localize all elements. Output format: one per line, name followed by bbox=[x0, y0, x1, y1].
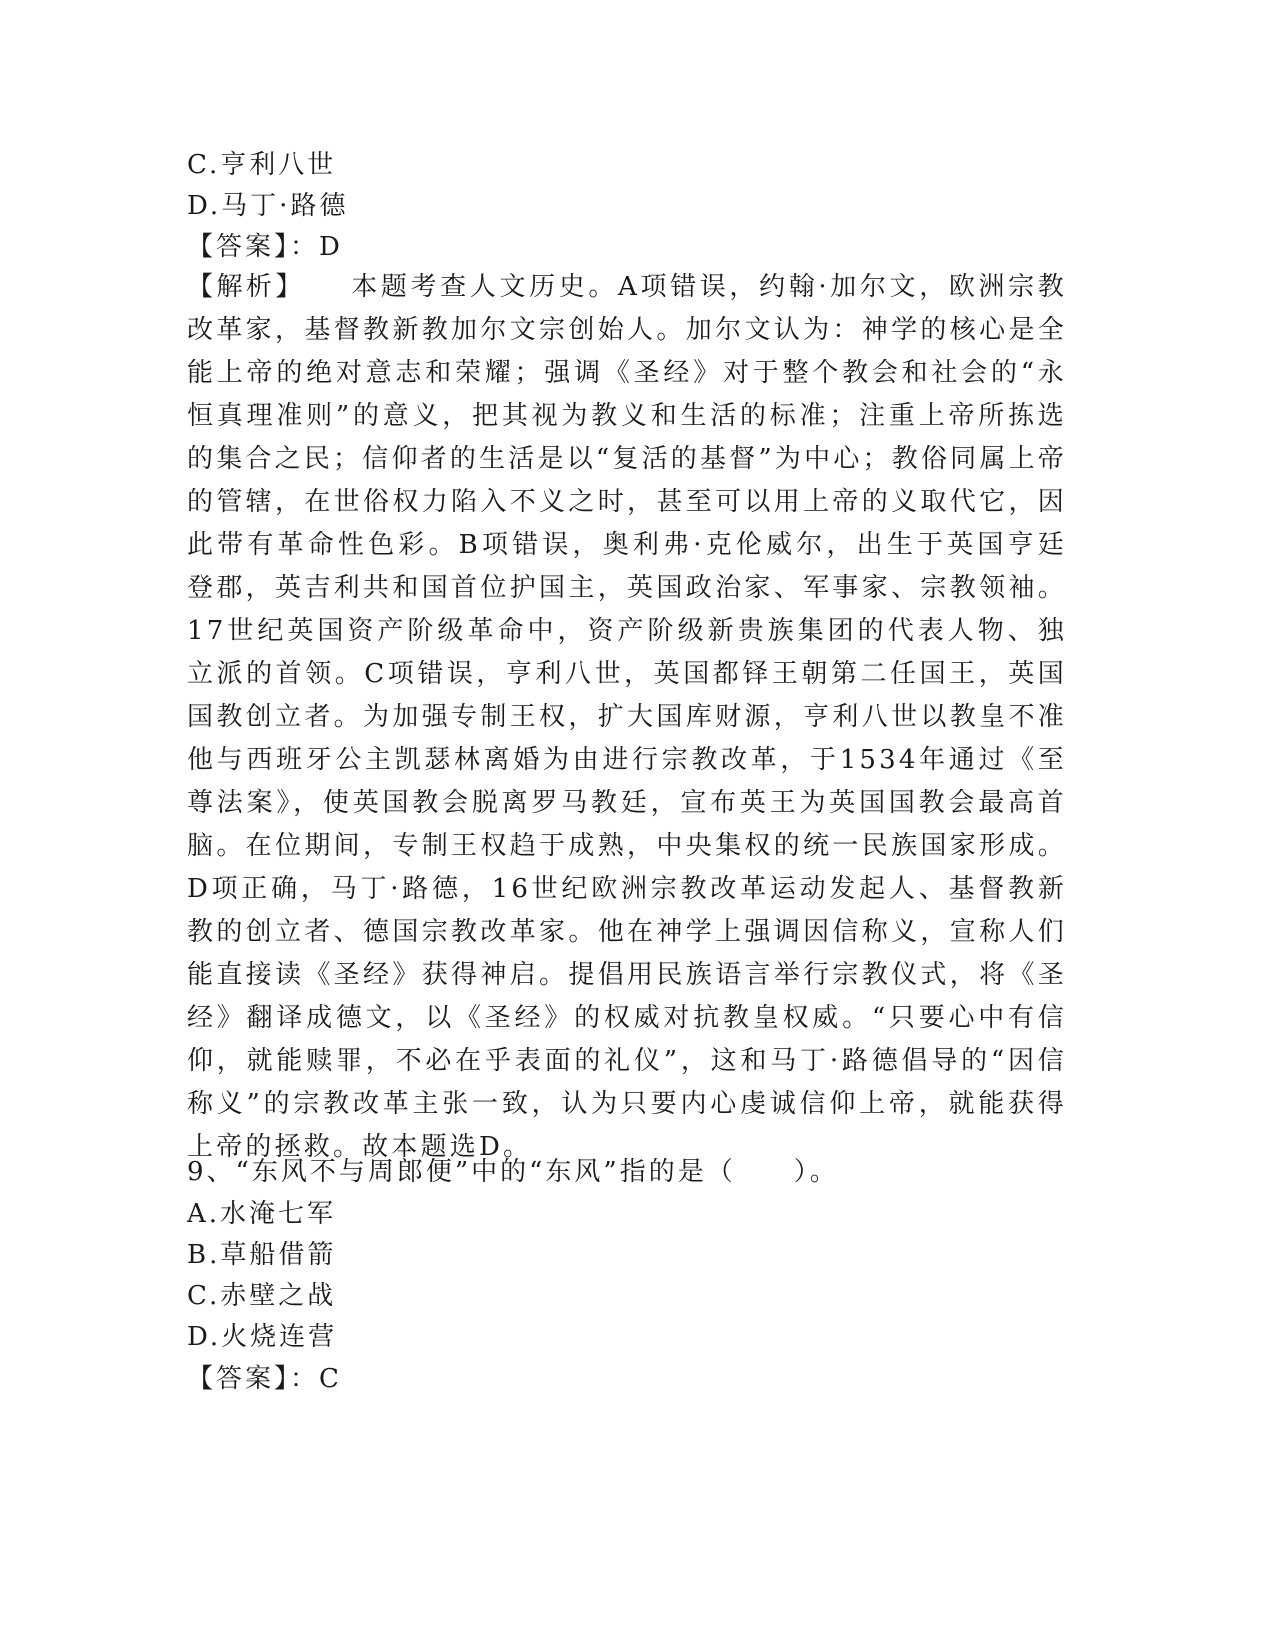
q9-answer-label: 【答案】： bbox=[187, 1364, 320, 1394]
answer-line bbox=[187, 232, 343, 262]
analysis-paragraph bbox=[187, 266, 1067, 1169]
option-c: C.亨利八世 bbox=[187, 150, 337, 180]
option-d: D.马丁·路德 bbox=[187, 191, 349, 221]
question-9-stem: 9、“东风不与周郎便”中的“东风”指的是（ ）。 bbox=[187, 1157, 839, 1187]
answer-value: D bbox=[319, 232, 343, 262]
analysis-label: 【解析】 bbox=[187, 272, 305, 302]
q9-option-c: C.赤壁之战 bbox=[187, 1281, 337, 1311]
answer-label: 【答案】： bbox=[187, 232, 320, 262]
q9-answer-line bbox=[187, 1364, 342, 1394]
analysis-text: 本题考查人文历史。A项错误，约翰·加尔文，欧洲宗教改革家，基督教新教加尔文宗创始人。加尔文认为：神学的核心是全能上帝的绝对意志和荣耀；强调《圣经》对于整个教会和社会的“永恒真理准则”的意义，把其视为教义和生活的标准；注重上帝所拣选的集合之民；信仰者的生活是以“复活的基督”为中心；教俗同属上帝的管辖，在世俗权力陷入不义之时，甚至可以用上帝的义取代它，因此带有革命性色彩。B项错误，奥利弗·克伦威尔，出生于英国亨廷登郡，英吉利共和国首位护国主，英国政治家、军事家、宗教领袖。17世纪英国资产阶级革命中，资产阶级新贵族集团的代表人物、独立派的首领。C项错误，亨利八世，英国都铎王朝第二任国王，英国国教创立者。为加强专制王权，扩大国库财源，亨利八世以教皇不准他与西班牙公主凯瑟林离婚为由进行宗教改革，于1534年通过《至尊法案》，使英国教会脱离罗马教廷，宣布英王为英国国教会最高首脑。在位期间，专制王权趋于成熟，中央集权的统一民族国家形成。D项正确，马丁·路德，16世纪欧洲宗教改革运动发起人、基督教新教的创立者、德国宗教改革家。他在神学上强调因信称义，宣称人们能直接读《圣经》获得神启。提倡用民族语言举行宗教仪式，将《圣经》翻译成德文，以《圣经》的权威对抗教皇权威。“只要心中有信仰，就能赎罪，不必在乎表面的礼仪”，这和马丁·路德倡导的“因信称义”的宗教改革主张一致，认为只要内心虔诚信仰上帝，就能获得上帝的拯救。故本题选D。 bbox=[187, 272, 1067, 1162]
q9-answer-value: C bbox=[319, 1364, 342, 1394]
q9-option-a: A.水淹七军 bbox=[187, 1199, 337, 1229]
q9-option-b: B.草船借箭 bbox=[187, 1240, 337, 1270]
q9-option-d: D.火烧连营 bbox=[187, 1322, 338, 1352]
